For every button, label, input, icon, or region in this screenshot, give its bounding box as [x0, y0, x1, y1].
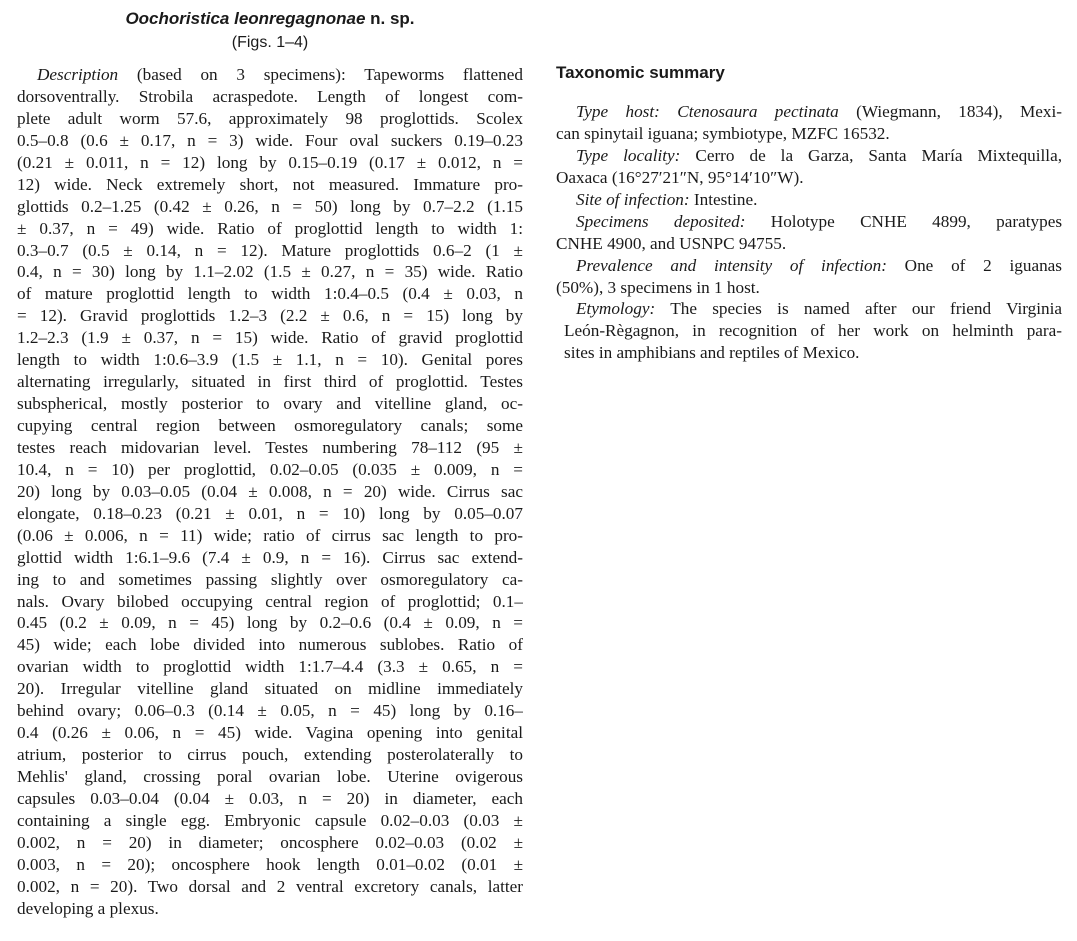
text-line [17, 569, 523, 591]
text-line [17, 612, 523, 634]
text-line-content: 10.4, n = 10) per proglottid, 0.02–0.05 (0.035 ± 0.009, n = [17, 459, 523, 479]
summary-line [556, 189, 1062, 211]
text-line [17, 196, 523, 218]
text-line-content: 20) long by 0.03–0.05 (0.04 ± 0.008, n = 20) wide. Cirrus sac [17, 481, 523, 501]
summary-label: Type host: Ctenosaura pectinata [576, 102, 839, 121]
text-line [17, 437, 523, 459]
text-line-content: glottid width 1:6.1–9.6 (7.4 ± 0.9, n = 16). Cirrus sac extend- [17, 547, 523, 567]
species-name: Oochoristica leonregagnonae [125, 9, 366, 28]
figure-reference: (Figs. 1–4) [231, 34, 309, 51]
summary-text: Oaxaca (16°27′21″N, 95°14′10″W). [556, 167, 804, 187]
text-line [17, 459, 523, 481]
text-line-content: (0.21 ± 0.011, n = 12) long by 0.15–0.19 (0.17 ± 0.012, n = [17, 152, 523, 172]
text-line [17, 174, 523, 196]
text-line [17, 130, 523, 152]
text-line-content: 20). Irregular vitelline gland situated on midline immediately [17, 679, 523, 699]
text-line [17, 634, 523, 656]
text-line-content: ± 0.37, n = 49) wide. Ratio of proglottid length to width 1: [17, 218, 523, 238]
text-line [17, 700, 523, 722]
text-line-content: of mature proglottid length to width 1:0.4–0.5 (0.4 ± 0.03, n [17, 284, 523, 304]
summary-label: Type locality: [576, 145, 681, 165]
text-line [17, 876, 523, 898]
text-line-content: cupying central region between osmoregulatory canals; some [17, 416, 523, 435]
text-line-content: atrium, posterior to cirrus pouch, extending posterolaterally to [17, 745, 523, 765]
text-line-content: 1.2–2.3 (1.9 ± 0.37, n = 15) wide. Ratio of gravid proglottid [17, 328, 523, 348]
text-line-content: dorsoventrally. Strobila acraspedote. Length of longest com- [17, 86, 523, 106]
taxonomic-summary-heading: Taxonomic summary [556, 63, 725, 82]
text-line [17, 722, 523, 744]
text-line [17, 283, 523, 305]
summary-line [556, 167, 1062, 189]
summary-text: The species is named after our friend Virginia [655, 299, 1062, 319]
text-line-content: ovarian width to proglottid width 1:1.7–4.4 (3.3 ± 0.65, n = [17, 657, 523, 677]
text-line-content: alternating irregularly, situated in first third of proglottid. Testes [17, 372, 523, 392]
text-line [17, 393, 523, 415]
text-line-content: 0.45 (0.2 ± 0.09, n = 45) long by 0.2–0.6 (0.4 ± 0.09, n = [17, 613, 523, 633]
text-line-content: glottids 0.2–1.25 (0.42 ± 0.26, n = 50) long by 0.7–2.2 (1.15 [17, 196, 523, 216]
text-line [17, 218, 523, 240]
text-line-content: 0.5–0.8 (0.6 ± 0.17, n = 3) wide. Four oval suckers 0.19–0.23 [17, 130, 523, 150]
text-line [17, 854, 523, 876]
summary-text: (50%), 3 specimens in 1 host. [556, 277, 760, 297]
summary-label: Prevalence and intensity of infection: [576, 255, 887, 275]
new-species-marker: n. sp. [365, 9, 415, 28]
summary-label: Specimens deposited: [576, 211, 746, 231]
summary-label: Etymology: [576, 299, 656, 319]
summary-text: can spinytail iguana; symbiotype, MZFC 16532. [556, 123, 890, 143]
summary-text: CNHE 4900, and USNPC 94755. [556, 233, 787, 253]
text-line-content: subspherical, mostly posterior to ovary and vitelline gland, oc- [17, 394, 523, 414]
text-line-content: = 12). Gravid proglottids 1.2–3 (2.2 ± 0.6, n = 15) long by [17, 306, 523, 326]
summary-text: Intestine. [689, 189, 758, 209]
summary-text: Holotype CNHE 4899, paratypes [745, 211, 1062, 231]
text-line-content: 0.002, n = 20). Two dorsal and 2 ventral excretory canals, latter [17, 876, 523, 896]
summary-line [556, 101, 1062, 123]
summary-label: Site of infection: [576, 189, 690, 209]
description-column [17, 64, 523, 920]
text-line [17, 261, 523, 283]
taxonomic-summary-column [556, 101, 1062, 364]
species-title [18, 8, 522, 30]
text-line-content: behind ovary; 0.06–0.3 (0.14 ± 0.05, n = 45) long by 0.16– [17, 701, 523, 721]
text-line [17, 481, 523, 503]
text-line [17, 327, 523, 349]
text-line [17, 591, 523, 613]
summary-text: One of 2 iguanas [886, 255, 1062, 275]
text-line [17, 240, 523, 262]
text-line [17, 810, 523, 832]
text-line-content: length to width 1:0.6–3.9 (1.5 ± 1.1, n = 10). Genital pores [17, 350, 523, 370]
summary-line [556, 298, 1062, 320]
summary-line [556, 211, 1062, 233]
text-line [17, 766, 523, 788]
description-label: Description [37, 65, 119, 84]
text-line-content: (based on 3 specimens): Tapeworms flattened [118, 65, 523, 84]
text-line [17, 678, 523, 700]
text-line-content: (0.06 ± 0.006, n = 11) wide; ratio of cirrus sac length to pro- [17, 525, 523, 545]
summary-text: (Wiegmann, 1834), Mexi- [838, 102, 1062, 121]
text-line-content: 0.4 (0.26 ± 0.06, n = 45) wide. Vagina opening into genital [17, 723, 523, 743]
text-line-content: capsules 0.03–0.04 (0.04 ± 0.03, n = 20) in diameter, each [17, 788, 523, 808]
text-line [17, 108, 523, 130]
text-line [17, 152, 523, 174]
text-line [17, 415, 523, 437]
summary-line [556, 255, 1062, 277]
summary-text: sites in amphibians and reptiles of Mexico. [564, 343, 860, 363]
text-line [17, 788, 523, 810]
text-line [17, 525, 523, 547]
summary-line [556, 233, 1062, 255]
text-line-content: containing a single egg. Embryonic capsule 0.02–0.03 (0.03 ± [17, 810, 523, 830]
text-line [17, 86, 523, 108]
text-line-content: plete adult worm 57.6, approximately 98 proglottids. Scolex [17, 108, 523, 128]
summary-line [556, 145, 1062, 167]
summary-text: Cerro de la Garza, Santa María Mixtequilla, [680, 145, 1062, 165]
summary-line [556, 342, 1062, 364]
text-line [17, 547, 523, 569]
summary-line [556, 123, 1062, 145]
text-line [17, 832, 523, 854]
text-line [17, 898, 523, 920]
text-line-content: 45) wide; each lobe divided into numerous sublobes. Ratio of [17, 635, 523, 655]
summary-line [556, 277, 1062, 299]
text-line-content: developing a plexus. [17, 898, 159, 918]
text-line [17, 656, 523, 678]
summary-line [556, 320, 1062, 342]
text-line-content: 0.4, n = 30) long by 1.1–2.02 (1.5 ± 0.27, n = 35) wide. Ratio [17, 262, 523, 282]
text-line-content: 0.003, n = 20); oncosphere hook length 0.01–0.02 (0.01 ± [17, 854, 523, 874]
text-line [17, 64, 523, 86]
text-line-content: 0.3–0.7 (0.5 ± 0.14, n = 12). Mature proglottids 0.6–2 (1 ± [17, 240, 523, 260]
text-line-content: elongate, 0.18–0.23 (0.21 ± 0.01, n = 10) long by 0.05–0.07 [17, 503, 523, 523]
text-line [17, 744, 523, 766]
text-line-content: 12) wide. Neck extremely short, not measured. Immature pro- [17, 174, 523, 194]
text-line [17, 349, 523, 371]
text-line [17, 503, 523, 525]
summary-text: León-Règagnon, in recognition of her work on helminth para- [564, 321, 1062, 341]
text-line-content: testes reach midovarian level. Testes numbering 78–112 (95 ± [17, 437, 523, 457]
text-line [17, 305, 523, 327]
text-line-content: 0.002, n = 20) in diameter; oncosphere 0.02–0.03 (0.02 ± [17, 832, 523, 852]
text-line [17, 371, 523, 393]
text-line-content: Mehlis' gland, crossing poral ovarian lobe. Uterine ovigerous [17, 767, 523, 786]
text-line-content: nals. Ovary bilobed occupying central region of proglottid; 0.1– [17, 591, 523, 611]
text-line-content: ing to and sometimes passing slightly over osmoregulatory ca- [17, 569, 523, 589]
